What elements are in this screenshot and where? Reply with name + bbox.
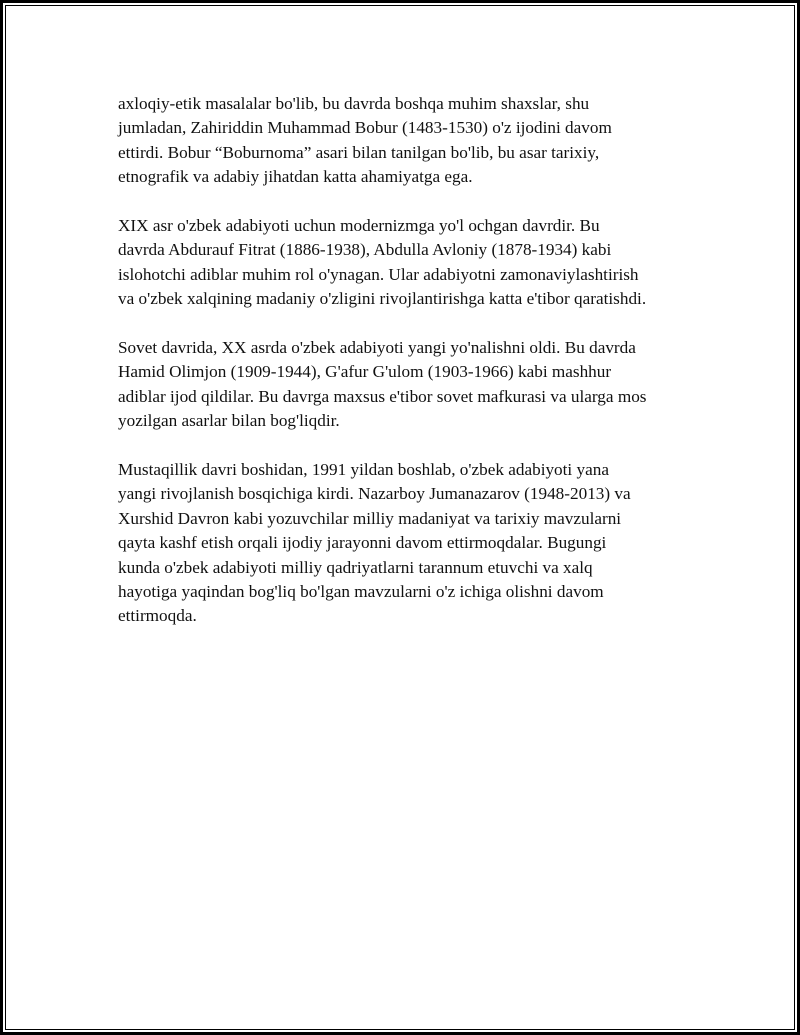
document-body	[118, 92, 698, 653]
paragraph-xix-century: XIX asr o'zbek adabiyoti uchun modernizmga yo'l ochgan davrdir. Bu davrda Abdurauf Fitrat (1886-1938), Abdulla Avloniy (1878-1934) kabi islohotchi adiblar muhim rol o'ynagan. Ular adabiyotni zamonaviylashtirish va o'zbek xalqining madaniy o'zligini rivojlantirishga katta e'tibor qaratishdi.	[118, 216, 647, 309]
paragraph-bobur: axloqiy-etik masalalar bo'lib, bu davrda boshqa muhim shaxslar, shu jumladan, Zahiriddin Muhammad Bobur (1483-1530) o'z ijodini davom ettirdi. Bobur “Boburnoma” asari bilan tanilgan bo'lib, bu asar tarixiy, etnografik va adabiy jihatdan katta ahamiyatga ega.	[118, 94, 612, 187]
paragraph-independence-period: Mustaqillik davri boshidan, 1991 yildan boshlab, o'zbek adabiyoti yana yangi rivojlanish bosqichiga kirdi. Nazarboy Jumanazarov (1948-2013) va Xurshid Davron kabi yozuvchilar milliy madaniyat va tarixiy mavzularni qayta kashf etish orqali ijodiy jarayonni davom ettirmoqdalar. Bugungi kunda o'zbek adabiyoti milliy qadriyatlarni tarannum etuvchi va xalq hayotiga yaqindan bog'liq bo'lgan mavzularni o'z ichiga olishni davom ettirmoqda.	[118, 460, 631, 626]
paragraph-soviet-period: Sovet davrida, XX asrda o'zbek adabiyoti yangi yo'nalishni oldi. Bu davrda Hamid Olimjon (1909-1944), G'afur G'ulom (1903-1966) kabi mashhur adiblar ijod qildilar. Bu davrga maxsus e'tibor sovet mafkurasi va ularga mos yozilgan asarlar bilan bog'liqdir.	[118, 338, 647, 431]
